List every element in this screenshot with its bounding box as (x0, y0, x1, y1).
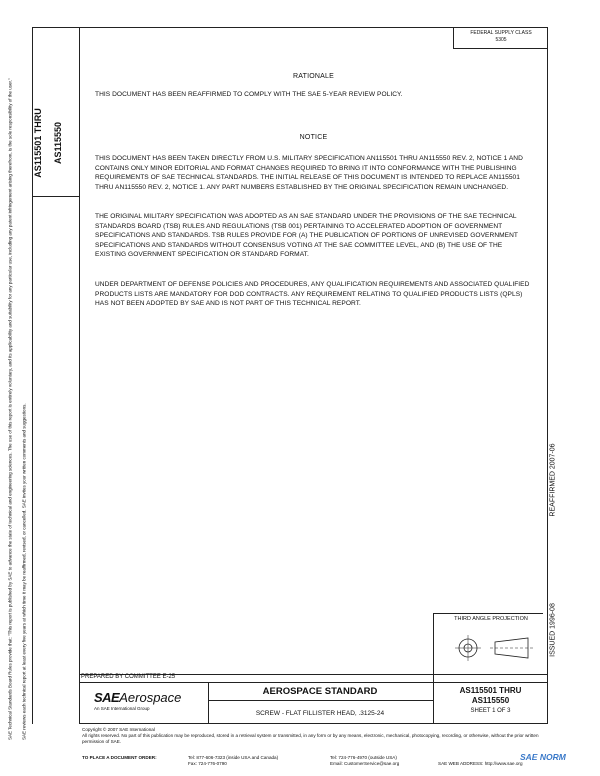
spine-title-divider (32, 196, 79, 197)
document-number (433, 686, 548, 706)
order-label: TO PLACE A DOCUMENT ORDER: (82, 755, 157, 760)
issued-text: ISSUED 1996-08 (549, 603, 557, 657)
title-block-inner (79, 682, 548, 683)
issued-date (543, 585, 563, 675)
notice-heading: NOTICE (299, 134, 328, 141)
footer-fax: Fax: 724-776-0790 (188, 761, 227, 766)
notice-paragraph-2: THE ORIGINAL MILITARY SPECIFICATION WAS ADOPTED AS AN SAE STANDARD UNDER THE PROVISIONS OF THE SAE TECHNICAL STANDARDS BOARD (TSB) RULES AND REGULATIONS (TSB 001) PERTAINING TO ACCELERATED ADOPTION OF GOVERNMENT SPECIFICATIONS AND STANDARDS. TSB RULES PROVIDE FOR (A) THE PUBLICATION OF PORTIONS OF UNREVISED GOVERNMENT SPECIFICATIONS AND STANDARDS WITHOUT CONSENSUS VOTING AT THE SAE COMMITTEE LEVEL, AND (B) THE USE OF THE EXISTING GOVERNMENT SPECIFICATION OR STANDARD FORMAT. (95, 213, 518, 259)
fsc-label: FEDERAL SUPPLY CLASS (470, 30, 532, 36)
standard-description: SCREW - FLAT FILLISTER HEAD, .3125-24 (255, 710, 385, 717)
footer-rights: All rights reserved. No part of this publication may be reproduced, stored in a retrieval system or transmitted, in any form or by any means, electronic, mechanical, photocopying, recording, or otherwise, without the prior written permission of SAE. (82, 733, 539, 744)
third-angle-projection-symbol (450, 628, 540, 668)
prepared-by: PREPARED BY COMMITTEE E-25 (81, 674, 176, 680)
doc-number-line1: AS115501 THRU (459, 686, 522, 695)
notice-paragraph-1: THIS DOCUMENT HAS BEEN TAKEN DIRECTLY FROM U.S. MILITARY SPECIFICATION AN115501 THRU AN115550 REV. 2, NOTICE 1 AND CONTAINS ONLY MINOR EDITORIAL AND FORMAT CHANGES REQUIRED TO BRING IT INTO CONFORMANCE WITH THE PUBLISHING REQUIREMENTS OF SAE TECHNICAL STANDARDS. THE INITIAL RELEASE OF THIS DOCUMENT IS INTENDED TO REPLACE AN115501 THRU AN115550 REV. 2, NOTICE 1. ANY PART NUMBERS ESTABLISHED BY THE ORIGINAL SPECIFICATION REMAIN UNCHANGED. (95, 155, 523, 191)
spine-title (33, 104, 63, 182)
title-block-mid (208, 700, 433, 701)
fsc-value: 5305 (495, 37, 507, 43)
logo-sae: SAE (94, 690, 120, 705)
federal-supply-class (453, 27, 548, 49)
doc-number-line2: AS115550 (471, 696, 510, 705)
sae-norm-watermark: SAE NORM (520, 752, 566, 762)
reaffirmed-text: REAFFIRMED 2007-06 (549, 443, 557, 517)
logo-aerospace: Aerospace (119, 690, 182, 705)
footer-email: Email: CustomerService@sae.org (330, 761, 400, 766)
standard-title: AEROSPACE STANDARD (262, 686, 378, 697)
sheet-number: SHEET 1 OF 3 (470, 708, 511, 714)
reaffirmed-date (543, 370, 563, 590)
rationale-text: THIS DOCUMENT HAS BEEN REAFFIRMED TO COMPLY WITH THE SAE 5-YEAR REVIEW POLICY. (95, 91, 403, 98)
tap-top-line (433, 613, 543, 614)
footer-order-label (82, 755, 157, 761)
footer-web: SAE WEB ADDRESS: http://www.sae.org (438, 761, 523, 766)
footer-tel-intl: Tel: 724-776-4970 (outside USA) (330, 755, 397, 760)
tap-left-line (433, 613, 434, 674)
side-legal-notice (2, 78, 32, 740)
spine-top-line (32, 27, 79, 28)
side-legal-line1: SAE Technical Standards Board Rules provide that: "This report is published by SAE to advance the state of technical and engineering sciences. The use of this report is entirely voluntary, and its applicability and suitability for any particular use, including any patent infringement arising therefrom, is the sole responsibility of the user." (7, 78, 13, 740)
logo-tagline: An SAE International Group (94, 706, 150, 711)
spine-line1: AS115501 THRU (33, 108, 43, 178)
rationale-heading: RATIONALE (293, 73, 334, 80)
spine-line2: AS115550 (53, 121, 63, 165)
title-block-div-1 (208, 682, 209, 724)
footer-copyright: Copyright © 2007 SAE International (82, 727, 155, 732)
footer-tel-us: Tel: 877-606-7323 (inside USA and Canada) (188, 755, 279, 760)
notice-paragraph-3: UNDER DEPARTMENT OF DEFENSE POLICIES AND PROCEDURES, ANY QUALIFICATION REQUIREMENTS AND ASSOCIATED QUALIFIED PRODUCTS LISTS ARE MANDATORY FOR DOD CONTRACTS. ANY REQUIREMENT RELATING TO QUALIFIED PRODUCTS LISTS (QPLS) HAS NOT BEEN ADOPTED BY SAE AND IS NOT PART OF THIS TECHNICAL REPORT. (95, 281, 530, 308)
side-legal-line2: SAE reviews each technical report at least every five years at which time it may be reaffirmed, revised, or cancelled. SAE invites your written comments and suggestions. (21, 403, 27, 740)
sae-aerospace-logo (94, 689, 204, 719)
third-angle-projection-label: THIRD ANGLE PROJECTION (454, 616, 528, 622)
